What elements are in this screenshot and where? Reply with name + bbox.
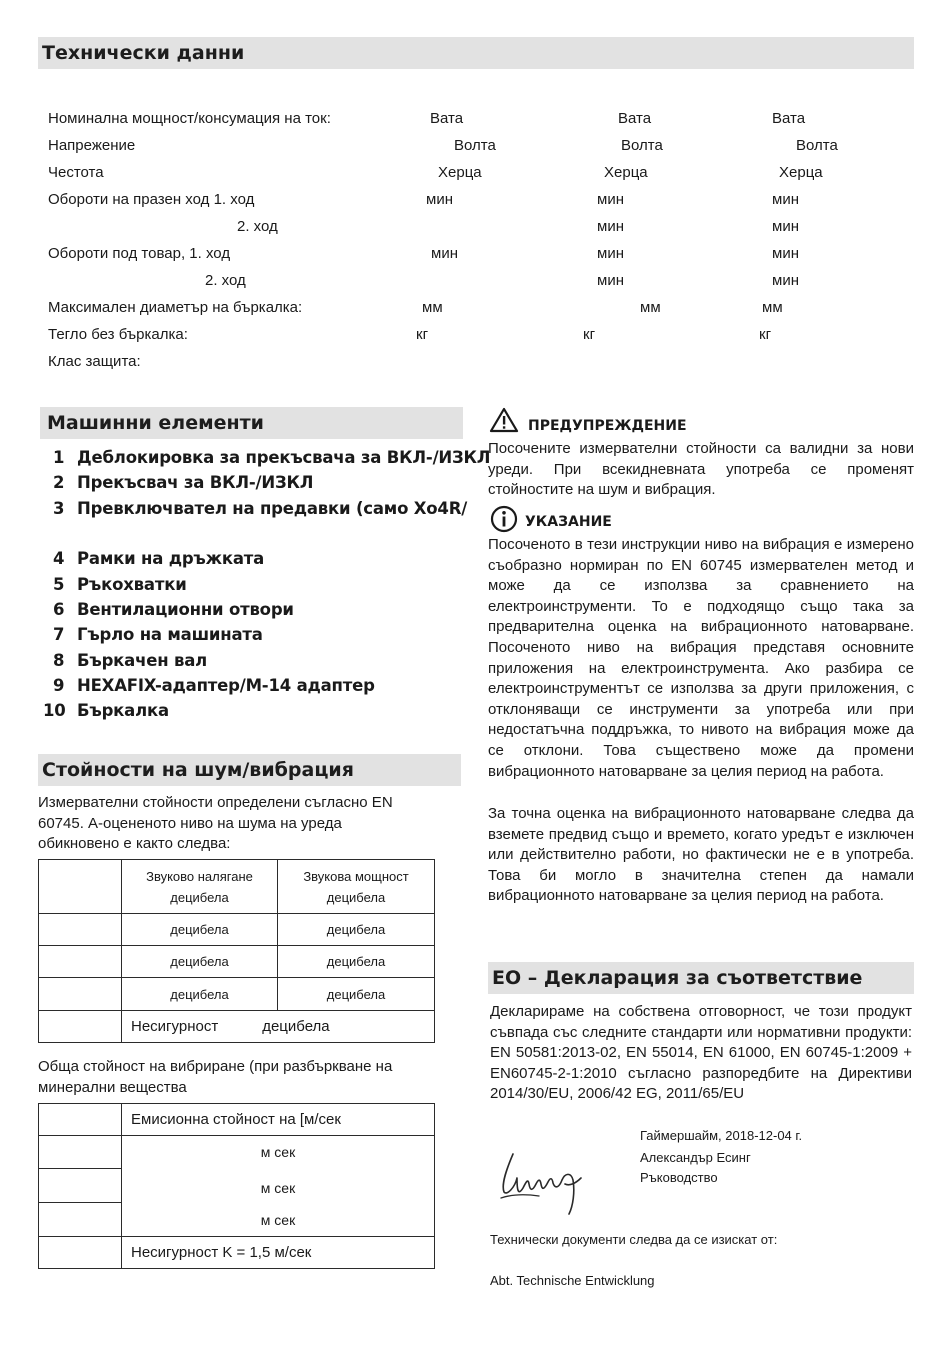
list-item: Бъркачен вал <box>77 651 208 670</box>
tech-row-label: Напрежение <box>48 137 136 154</box>
tech-row-unit: мм <box>422 299 443 316</box>
tech-row-unit: кг <box>759 326 772 343</box>
list-item: Гърло на машината <box>77 625 263 644</box>
tech-row-unit: мин <box>597 272 624 289</box>
table-cell: децибела <box>122 914 278 946</box>
tech-row-label: Обороти на празен ход 1. ход <box>48 191 255 208</box>
vibration-uncertainty: Несигурност K = 1,5 м/сек <box>122 1237 435 1269</box>
list-item-number: 10 <box>43 701 66 720</box>
list-item-number: 3 <box>53 499 65 518</box>
table-cell <box>39 860 122 914</box>
table-row <box>39 1011 435 1043</box>
tech-section-header: Технически данни <box>38 37 914 69</box>
tech-row-label: 2. ход <box>205 272 246 289</box>
noise-power-header: Звукова мощност <box>303 868 409 884</box>
note-text: За точна оценка на вибрационното натоварване следва да вземете предвид също и времето, когато уредът е изключен или действително работи, но фактически не е в употреба. Това би могло в значителна степен да намали вибрационното натоварване за целия период на работа. <box>488 805 914 905</box>
table-cell: децибела <box>122 978 278 1011</box>
list-item: Ръкохватки <box>77 575 187 594</box>
tech-row-unit: Херца <box>438 164 482 181</box>
warning-title: ПРЕДУПРЕЖДЕНИЕ <box>528 418 687 434</box>
tech-row-label: Клас защита: <box>48 353 141 370</box>
tech-row-unit: Вата <box>618 110 652 127</box>
list-item: Прекъсвач за ВКЛ-/ИЗКЛ <box>77 473 314 492</box>
list-item-number: 4 <box>53 549 65 568</box>
vibration-unit: м сек <box>260 1212 296 1228</box>
list-item-number: 6 <box>53 600 65 619</box>
tech-row-unit: мин <box>597 245 624 262</box>
tech-row-unit: мм <box>762 299 783 316</box>
tech-row-unit: Волта <box>454 137 496 154</box>
list-item-number: 5 <box>53 575 65 594</box>
tech-row-label: Тегло без бъркалка: <box>48 326 188 343</box>
noise-section-header: Стойности на шум/вибрация <box>38 754 461 786</box>
noise-table <box>38 859 435 1043</box>
ec-docs-label: Технически документи следва да се изискат от: <box>490 1232 778 1247</box>
vibration-intro: Обща стойност на вибриране (при разбъркване на минерални вещества <box>38 1058 393 1096</box>
ec-place-date: Гаймершайм, 2018-12-04 г. <box>640 1128 803 1143</box>
vibration-table <box>38 1103 435 1269</box>
tech-row-unit: мин <box>772 272 799 289</box>
table-cell: децибела <box>278 978 435 1011</box>
tech-row-label: 2. ход <box>237 218 278 235</box>
table-cell <box>39 1104 122 1136</box>
noise-power-unit: децибела <box>326 889 386 905</box>
tech-row-unit: Волта <box>796 137 838 154</box>
note-title: УКАЗАНИЕ <box>525 514 612 530</box>
table-cell: децибела <box>278 946 435 978</box>
ec-department: Abt. Technische Entwicklung <box>490 1273 655 1288</box>
list-item-number: 7 <box>53 625 65 644</box>
list-item-number: 9 <box>53 676 65 695</box>
list-item: Вентилационни отвори <box>77 600 294 619</box>
tech-row-unit: мин <box>597 218 624 235</box>
tech-row-unit: кг <box>583 326 596 343</box>
tech-row-unit: мм <box>640 299 661 316</box>
table-row <box>39 946 435 978</box>
vibration-unit: м сек <box>260 1144 296 1160</box>
ec-text: Декларираме на собствена отговорност, че този продукт съвпада със следните стандарти или нормативни продукти: EN 50581:2013-02, EN 55014, EN 61000, EN 60745-1:2009 + EN60745-2-1:2010 съгласно разпоредбите на Директиви 2014/30/EU, 2006/42 EG, 2011/65/EU <box>490 1003 912 1103</box>
table-row <box>39 978 435 1011</box>
table-cell <box>122 860 278 914</box>
vibration-values-cell <box>122 1136 435 1237</box>
list-item: Рамки на дръжката <box>77 549 265 568</box>
noise-pressure-unit: децибела <box>170 889 229 905</box>
noise-intro: Измервателни стойности определени съгласно EN 60745. А-оцененото ниво на шума на уреда обикновено е както следва: <box>38 794 393 853</box>
tech-row-unit: мин <box>426 191 453 208</box>
tech-row-unit: мин <box>772 191 799 208</box>
table-cell: децибела <box>122 946 278 978</box>
warning-icon <box>489 407 519 433</box>
vibration-header: Емисионна стойност на [м/сек <box>122 1104 435 1136</box>
table-cell: децибела <box>278 914 435 946</box>
tech-row-unit: Херца <box>779 164 823 181</box>
tech-row-unit: Волта <box>621 137 663 154</box>
list-item: Деблокировка за прекъсвача за ВКЛ-/ИЗКЛ <box>77 448 491 467</box>
ec-section-header: ЕО – Декларация за съответствие <box>488 962 914 994</box>
note-text: Посоченото в тези инструкции ниво на вибрация е измерено съобразно нормиран по EN 60745 измервателен метод и може да се използва за сравнението на електроинструменти. То е подходящо също така за предварителна оценка на вибрационното натоварване. Посоченото ниво на вибрация представя основните приложения на електроинструмента. Ако разбира се електроинструментът се използва за други приложения, с отклоняващи се инструменти за употреба или при недостатъчна поддръжка, то нивото на вибрация може да се отклони. Това съществено може да промени вибрационното натоварване за целия период на работа. <box>488 536 914 780</box>
list-item-number: 2 <box>53 473 65 492</box>
noise-uncertainty-label: Несигурност <box>131 1018 219 1035</box>
tech-row-unit: мин <box>772 245 799 262</box>
tech-row-unit: кг <box>416 326 429 343</box>
tech-row-unit: Вата <box>772 110 806 127</box>
tech-row-unit: мин <box>597 191 624 208</box>
noise-uncertainty-cell <box>122 1011 435 1043</box>
noise-uncertainty-unit: децибела <box>262 1018 330 1035</box>
tech-row-label: Обороти под товар, 1. ход <box>48 245 231 262</box>
tech-row-unit: Херца <box>604 164 648 181</box>
tech-row-unit: мин <box>772 218 799 235</box>
noise-pressure-header: Звуково налягане <box>146 868 253 884</box>
table-cell <box>278 860 435 914</box>
ec-signer-name: Александър Есинг <box>640 1150 751 1165</box>
tech-row-label: Честота <box>48 164 104 181</box>
list-item-number: 1 <box>53 448 65 467</box>
tech-row-unit: мин <box>431 245 458 262</box>
info-icon <box>490 505 518 533</box>
list-item: HEXAFIX-адаптер/М-14 адаптер <box>77 676 375 695</box>
list-item: Бъркалка <box>77 701 169 720</box>
vibration-unit: м сек <box>260 1180 296 1196</box>
tech-row-label: Номинална мощност/консумация на ток: <box>48 110 331 127</box>
table-row <box>39 914 435 946</box>
machine-section-header: Машинни елементи <box>40 407 463 439</box>
signature-image <box>495 1140 595 1218</box>
tech-row-label: Максимален диаметър на бъркалка: <box>48 299 303 316</box>
list-item-number: 8 <box>53 651 65 670</box>
table-row <box>39 1136 435 1169</box>
tech-row-unit: Вата <box>430 110 464 127</box>
list-item: Превключвател на предавки (само Xo4R/ <box>77 499 468 518</box>
table-row <box>39 1237 435 1269</box>
warning-text: Посочените измервателни стойности са валидни за нови уреди. При всекидневната употреба се променят стойностите на шум и вибрация. <box>488 440 914 499</box>
ec-signer-role: Ръководство <box>640 1170 718 1185</box>
